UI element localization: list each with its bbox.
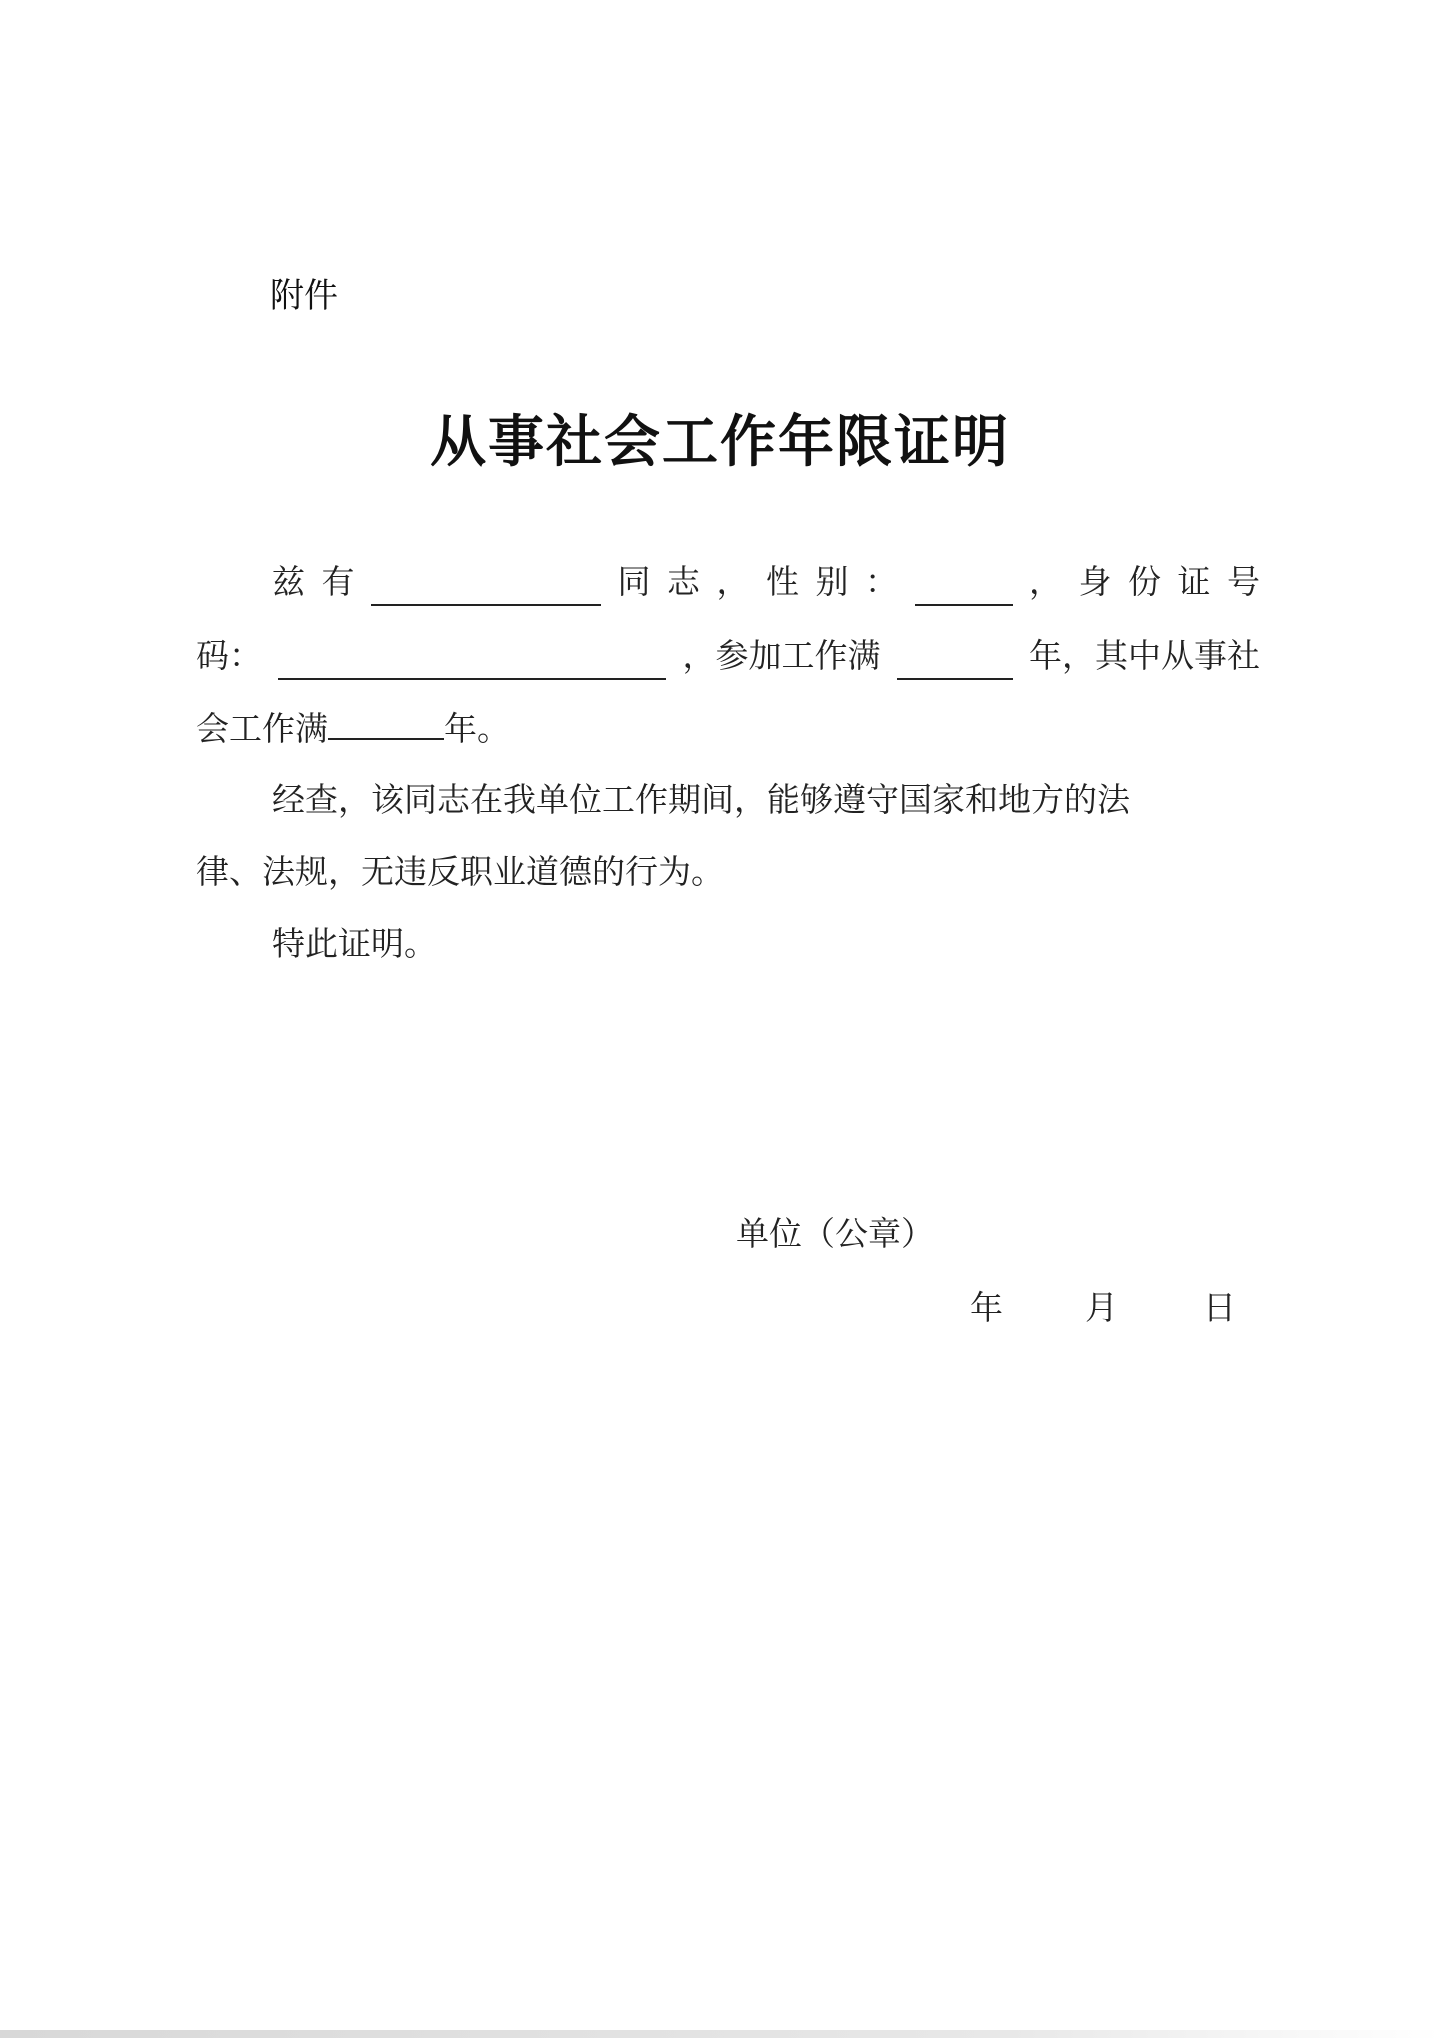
social-work-years-blank [328, 704, 444, 740]
text-fragment: 份 [1128, 562, 1161, 601]
text-fragment: 别 [815, 562, 849, 601]
text-fragment: 有 [321, 562, 355, 601]
text-fragment: ， [1029, 562, 1062, 601]
name-blank [371, 570, 601, 606]
work-years-blank [897, 644, 1013, 680]
paragraph-2-line-1: 经查，该同志在我单位工作期间，能够遵守国家和地方的法 [272, 780, 1130, 819]
date-month: 月 [1085, 1288, 1118, 1327]
paragraph-2-line-2: 律、法规，无违反职业道德的行为。 [196, 852, 724, 891]
text-fragment: 志 [667, 562, 700, 601]
text-fragment: 号 [1227, 562, 1260, 601]
text-fragment: 身 [1078, 562, 1112, 601]
paragraph-1-line-1 [272, 558, 1260, 606]
text-fragment: 证 [1177, 562, 1211, 601]
text-fragment: 会工作满 [196, 709, 328, 748]
signature-unit: 单位（公章） [736, 1214, 934, 1253]
attachment-label: 附件 [270, 276, 338, 316]
paragraph-1-line-3 [196, 704, 1260, 752]
text-fragment: ， [716, 562, 750, 601]
text-fragment: 同 [617, 562, 651, 601]
page-title: 从事社会工作年限证明 [430, 409, 1010, 475]
date-day: 日 [1203, 1288, 1236, 1327]
text-fragment: 性 [766, 562, 799, 601]
text-fragment: 码： [196, 636, 262, 675]
text-fragment: ： [865, 562, 898, 601]
paragraph-1-line-2 [196, 632, 1260, 680]
paragraph-3: 特此证明。 [272, 924, 437, 963]
gender-blank [915, 570, 1013, 606]
text-fragment: 兹 [272, 562, 305, 601]
page-edge-shadow [0, 2030, 1440, 2038]
text-fragment: ，参加工作满 [682, 636, 881, 675]
text-fragment: 年，其中从事社 [1029, 636, 1260, 675]
id-number-blank [278, 644, 666, 680]
text-fragment: 年。 [444, 709, 510, 748]
date-year: 年 [970, 1288, 1003, 1327]
